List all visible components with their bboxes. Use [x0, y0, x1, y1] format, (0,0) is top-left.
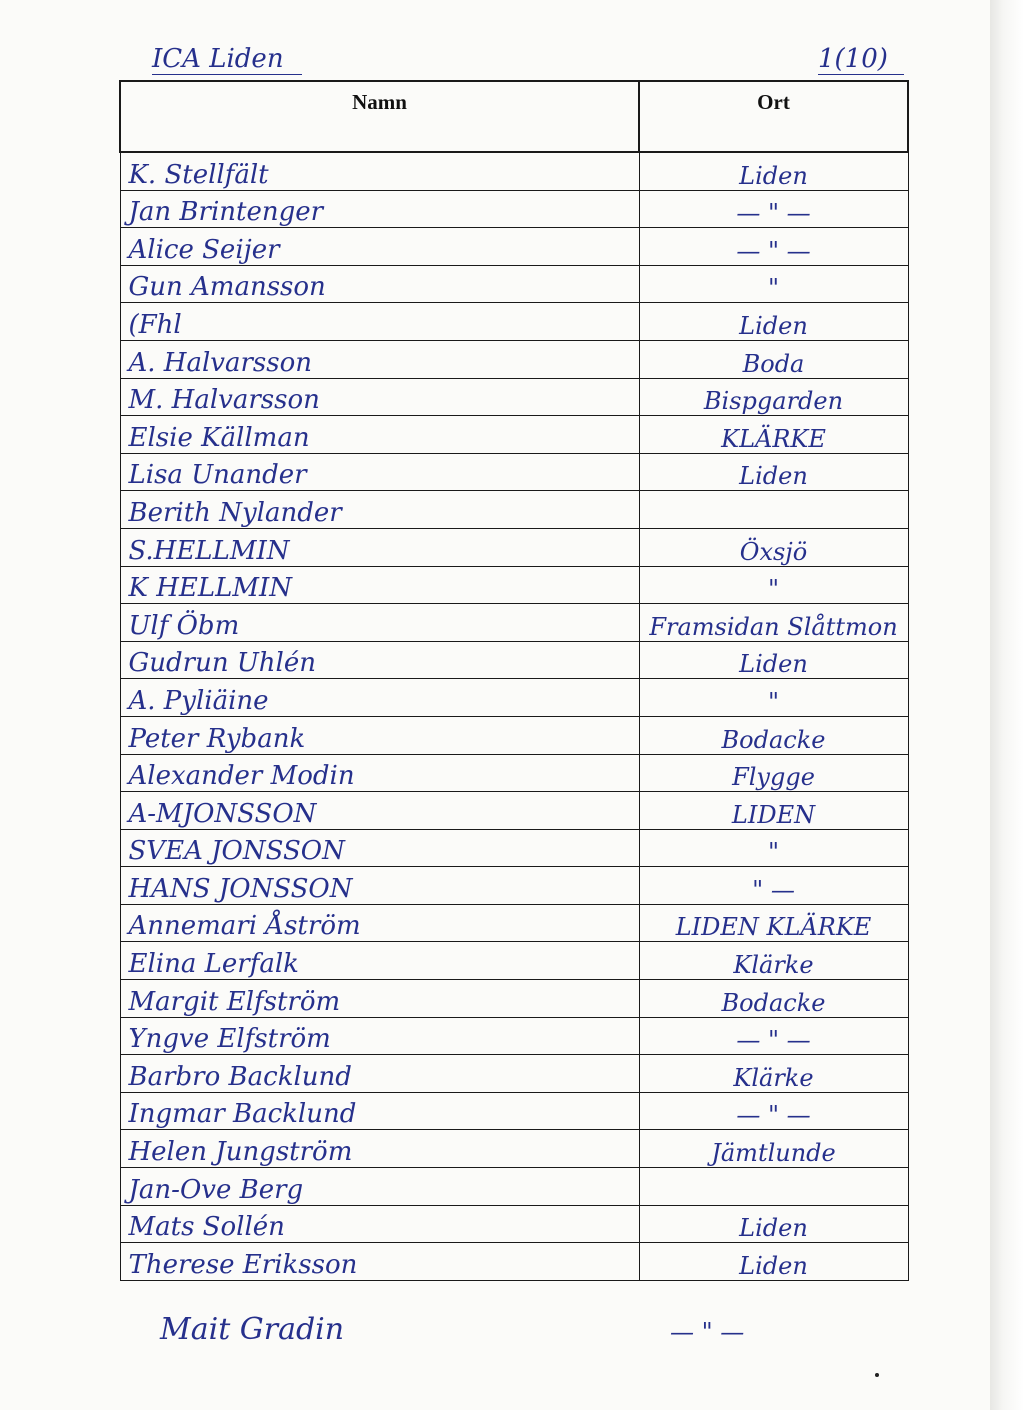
table-row — [120, 1130, 908, 1168]
cell-namn: Ingmar Backlund — [120, 1092, 639, 1130]
cell-ort: — " — — [639, 1092, 908, 1130]
table-row — [120, 303, 908, 341]
column-header-namn: Namn — [120, 81, 639, 152]
table-row — [120, 604, 908, 642]
cell-namn: M. Halvarsson — [120, 378, 639, 416]
cell-namn: Jan Brintenger — [120, 190, 639, 228]
cell-ort — [639, 1168, 908, 1206]
table-body — [120, 152, 908, 1280]
cell-ort: Liden — [639, 303, 908, 341]
cell-namn: Gun Amansson — [120, 265, 639, 303]
table-row — [120, 453, 908, 491]
table-row — [120, 491, 908, 529]
cell-namn: Jan-Ove Berg — [120, 1168, 639, 1206]
table-row — [120, 528, 908, 566]
table-row — [120, 1017, 908, 1055]
table-row — [120, 679, 908, 717]
cell-ort: Bodacke — [639, 716, 908, 754]
table-row — [120, 566, 908, 604]
cell-ort: Bodacke — [639, 980, 908, 1018]
table-row — [120, 1205, 908, 1243]
cell-ort: — " — — [639, 1017, 908, 1055]
cell-namn: Peter Rybank — [120, 716, 639, 754]
cell-namn: A-MJONSSON — [120, 792, 639, 830]
cell-ort: Bispgarden — [639, 378, 908, 416]
cell-namn: K HELLMIN — [120, 566, 639, 604]
cell-ort: Boda — [639, 340, 908, 378]
cell-ort: LIDEN KLÄRKE — [639, 904, 908, 942]
cell-namn: Annemari Åström — [120, 904, 639, 942]
cell-namn: Yngve Elfström — [120, 1017, 639, 1055]
cell-namn: SVEA JONSSON — [120, 829, 639, 867]
cell-ort: " — [639, 566, 908, 604]
cell-namn: Elsie Källman — [120, 416, 639, 454]
extra-ort: — " — — [670, 1318, 745, 1346]
cell-namn: K. Stellfält — [120, 152, 639, 190]
cell-ort: Klärke — [639, 942, 908, 980]
cell-ort: " — — [639, 867, 908, 905]
cell-namn: Gudrun Uhlén — [120, 641, 639, 679]
cell-namn: HANS JONSSON — [120, 867, 639, 905]
cell-ort: — " — — [639, 228, 908, 266]
cell-namn: Margit Elfström — [120, 980, 639, 1018]
cell-namn: S.HELLMIN — [120, 528, 639, 566]
cell-ort: Klärke — [639, 1055, 908, 1093]
table-row — [120, 152, 908, 190]
table-row — [120, 1092, 908, 1130]
cell-ort — [639, 491, 908, 529]
table-row — [120, 792, 908, 830]
cell-namn: A. Halvarsson — [120, 340, 639, 378]
table-row — [120, 265, 908, 303]
cell-ort: Jämtlunde — [639, 1130, 908, 1168]
table-row — [120, 190, 908, 228]
cell-ort: LIDEN — [639, 792, 908, 830]
cell-namn: Barbro Backlund — [120, 1055, 639, 1093]
cell-namn: A. Pyliäine — [120, 679, 639, 717]
table-row — [120, 904, 908, 942]
table-row — [120, 641, 908, 679]
cell-ort: Flygge — [639, 754, 908, 792]
cell-ort: Öxsjö — [639, 528, 908, 566]
cell-ort: Framsidan Slåttmon — [639, 604, 908, 642]
column-header-ort: Ort — [639, 81, 908, 152]
table-row — [120, 942, 908, 980]
cell-namn: Ulf Öbm — [120, 604, 639, 642]
cell-namn: Lisa Unander — [120, 453, 639, 491]
table-row — [120, 1168, 908, 1206]
header-row — [120, 81, 908, 152]
cell-ort: Liden — [639, 152, 908, 190]
cell-namn: Alice Seijer — [120, 228, 639, 266]
cell-ort: Liden — [639, 641, 908, 679]
table-row — [120, 980, 908, 1018]
table-row — [120, 754, 908, 792]
store-title: ICA Liden — [152, 44, 302, 75]
cell-ort: " — [639, 829, 908, 867]
cell-namn: Helen Jungström — [120, 1130, 639, 1168]
page-number: 1(10) — [818, 44, 904, 75]
cell-namn: Mats Sollén — [120, 1205, 639, 1243]
table-row — [120, 416, 908, 454]
table-row — [120, 378, 908, 416]
table-row — [120, 1243, 908, 1281]
cell-namn: (Fhl — [120, 303, 639, 341]
cell-ort: Liden — [639, 1243, 908, 1281]
cell-ort: Liden — [639, 453, 908, 491]
extra-name: Mait Gradin — [160, 1312, 345, 1347]
cell-ort: " — [639, 265, 908, 303]
cell-ort: KLÄRKE — [639, 416, 908, 454]
cell-ort: Liden — [639, 1205, 908, 1243]
signature-table — [119, 80, 909, 1281]
table-row — [120, 716, 908, 754]
table-row — [120, 340, 908, 378]
cell-namn: Berith Nylander — [120, 491, 639, 529]
table-row — [120, 1055, 908, 1093]
table-row — [120, 228, 908, 266]
cell-namn: Therese Eriksson — [120, 1243, 639, 1281]
paper-speck — [875, 1373, 879, 1377]
table-row — [120, 829, 908, 867]
page-edge — [990, 0, 1024, 1410]
table-row — [120, 867, 908, 905]
cell-ort: — " — — [639, 190, 908, 228]
cell-ort: " — [639, 679, 908, 717]
cell-namn: Alexander Modin — [120, 754, 639, 792]
cell-namn: Elina Lerfalk — [120, 942, 639, 980]
